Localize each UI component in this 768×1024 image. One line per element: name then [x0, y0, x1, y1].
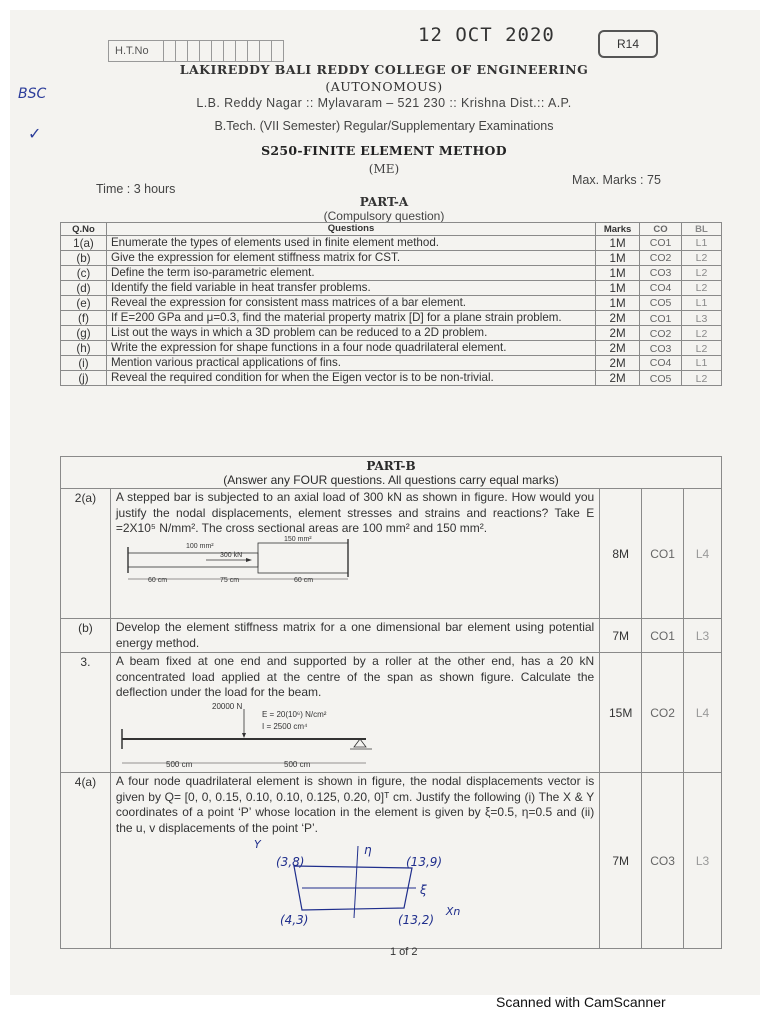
college-name: LAKIREDDY BALI REDDY COLLEGE OF ENGINEERING	[179, 62, 589, 77]
question-row	[61, 251, 722, 266]
question-text: A stepped bar is subjected to an axial load of 300 kN as shown in figure. How would you justify the nodal displacements, element stresses and strains and reactions? Take E =2X10⁵ N/mm². The cross sectional areas are 100 mm² and 150 mm².	[115, 490, 595, 535]
eta-axis	[354, 846, 358, 918]
hall-ticket-box	[108, 40, 284, 62]
regulation-badge: R14	[598, 30, 658, 58]
blooms-level: L1	[682, 236, 722, 251]
inertia-label: I = 2500 cm⁴	[261, 721, 308, 731]
question-row	[61, 653, 722, 773]
question-marks: 7M	[600, 773, 642, 949]
course-outcome: CO1	[640, 311, 682, 326]
question-text: List out the ways in which a 3D problem can be reduced to a 2D problem.	[106, 326, 595, 341]
blooms-level: L3	[684, 773, 722, 949]
question-number: (b)	[61, 619, 111, 653]
question-number: (d)	[61, 281, 107, 296]
question-text: Develop the element stiffness matrix for a one dimensional bar element using potential energy method.	[110, 619, 599, 653]
blooms-level: L4	[684, 489, 722, 619]
question-number: 1(a)	[61, 236, 107, 251]
question-text: Give the expression for element stiffness matrix for CST.	[106, 251, 595, 266]
column-header-questions: Questions	[106, 223, 595, 236]
blooms-level: L3	[684, 619, 722, 653]
part-b-title: PART-B	[366, 459, 416, 473]
course-outcome: CO5	[640, 296, 682, 311]
node-label: (13,2)	[397, 913, 434, 927]
part-a-subtitle: (Compulsory question)	[323, 209, 445, 223]
blooms-level: L2	[682, 371, 722, 386]
branch-label: (ME)	[368, 162, 400, 176]
hall-ticket-cell	[236, 40, 248, 62]
arrow-head	[242, 733, 246, 738]
subject-title: S250-FINITE ELEMENT METHOD	[261, 143, 507, 158]
question-row	[61, 326, 722, 341]
blooms-level: L4	[684, 653, 722, 773]
hall-ticket-cell	[188, 40, 200, 62]
college-address: L.B. Reddy Nagar :: Mylavaram – 521 230 :: Krishna Dist.:: A.P.	[196, 96, 572, 110]
blooms-level: L2	[682, 341, 722, 356]
span-label: 500 cm	[165, 759, 193, 769]
blooms-level: L1	[682, 296, 722, 311]
part-b-table	[60, 488, 722, 949]
blooms-level: L3	[682, 311, 722, 326]
arrow-head	[246, 558, 252, 562]
question-row	[61, 773, 722, 949]
question-text: A beam fixed at one end and supported by a roller at the other end, has a 20 kN concentrated load applied at the centre of the span as shown figure. Calculate the deflection under the load for the beam.	[115, 654, 595, 699]
question-marks: 7M	[600, 619, 642, 653]
course-outcome: CO3	[640, 266, 682, 281]
question-marks: 1M	[596, 266, 640, 281]
roller-support	[354, 739, 366, 747]
area-label: 150 mm²	[283, 535, 312, 543]
autonomous-label: (AUTONOMOUS)	[325, 79, 443, 94]
exam-title: B.Tech. (VII Semester) Regular/Supplementary Examinations	[214, 119, 554, 133]
question-marks: 15M	[600, 653, 642, 773]
eta-label: η	[363, 843, 372, 857]
area-label: 100 mm²	[185, 542, 214, 550]
course-outcome: CO5	[640, 371, 682, 386]
span-label: 500 cm	[283, 759, 311, 769]
hall-ticket-cell	[272, 40, 284, 62]
question-number: (c)	[61, 266, 107, 281]
hall-ticket-cell	[200, 40, 212, 62]
question-row	[61, 619, 722, 653]
question-text: Write the expression for shape functions in a four node quadrilateral element.	[106, 341, 595, 356]
question-number: (i)	[61, 356, 107, 371]
length-label: 75 cm	[219, 576, 239, 584]
course-outcome: CO2	[640, 326, 682, 341]
question-row	[61, 266, 722, 281]
question-cell	[110, 773, 599, 949]
modulus-label: E = 20(10⁶) N/cm²	[261, 709, 327, 719]
question-row	[61, 296, 722, 311]
question-marks: 1M	[596, 236, 640, 251]
question-number: (h)	[61, 341, 107, 356]
column-header-qno: Q.No	[61, 223, 107, 236]
question-text: Identify the field variable in heat transfer problems.	[106, 281, 595, 296]
question-cell	[110, 653, 599, 773]
hall-ticket-cell	[164, 40, 176, 62]
hall-ticket-label: H.T.No	[108, 40, 164, 62]
question-number: (b)	[61, 251, 107, 266]
xi-label: ξ	[419, 883, 427, 897]
stepped-bar-figure	[116, 537, 594, 583]
question-row	[61, 281, 722, 296]
question-text: A four node quadrilateral element is shown in figure, the nodal displacements vector is given by Q= [0, 0, 0.15, 0.10, 0.10, 0.125, 0.20, 0]ᵀ cm. Justify the following (i) The X & Y coordinates of a point ‘P’ whose location in the element is given by ξ=0.5, η=0.5 and (ii) the u, v displacements of the point ‘P’.	[115, 774, 595, 835]
bar-segment-large	[258, 543, 348, 573]
question-text: Mention various practical applications of fins.	[106, 356, 595, 371]
question-row	[61, 356, 722, 371]
question-row	[61, 371, 722, 386]
question-text: Define the term iso-parametric element.	[106, 266, 595, 281]
question-marks: 2M	[596, 326, 640, 341]
node-label: (13,9)	[405, 855, 442, 869]
x-axis-label: Xn	[445, 905, 461, 918]
question-marks: 1M	[596, 251, 640, 266]
blooms-level: L2	[682, 266, 722, 281]
length-label: 60 cm	[147, 576, 167, 584]
blooms-level: L1	[682, 356, 722, 371]
question-row	[61, 489, 722, 619]
column-header-bl: BL	[682, 223, 722, 236]
course-outcome: CO3	[640, 341, 682, 356]
question-number: 2(a)	[61, 489, 111, 619]
node-label: (4,3)	[279, 913, 309, 927]
exam-date-stamp: 12 OCT 2020	[418, 24, 555, 46]
beam-figure	[116, 701, 594, 769]
question-marks: 8M	[600, 489, 642, 619]
column-header-marks: Marks	[596, 223, 640, 236]
question-text: Enumerate the types of elements used in finite element method.	[106, 236, 595, 251]
hall-ticket-cell	[224, 40, 236, 62]
handwritten-margin-note: BSC	[18, 86, 47, 102]
course-outcome: CO3	[642, 773, 684, 949]
part-a-header-row	[61, 223, 722, 236]
max-marks: Max. Marks : 75	[572, 173, 661, 187]
course-outcome: CO4	[640, 281, 682, 296]
question-cell	[110, 489, 599, 619]
question-number: (j)	[61, 371, 107, 386]
blooms-level: L2	[682, 326, 722, 341]
question-row	[61, 311, 722, 326]
handwritten-tick-mark: ✓	[28, 124, 42, 143]
blooms-level: L2	[682, 281, 722, 296]
question-number: (e)	[61, 296, 107, 311]
page-number: 1 of 2	[390, 946, 418, 958]
question-number: (f)	[61, 311, 107, 326]
course-outcome: CO1	[642, 619, 684, 653]
question-row	[61, 341, 722, 356]
hall-ticket-cell	[260, 40, 272, 62]
course-outcome: CO1	[640, 236, 682, 251]
question-marks: 2M	[596, 371, 640, 386]
question-number: (g)	[61, 326, 107, 341]
question-number: 3.	[61, 653, 111, 773]
course-outcome: CO2	[642, 653, 684, 773]
hall-ticket-cell	[248, 40, 260, 62]
load-label: 300 kN	[219, 551, 243, 559]
part-a-title: PART-A	[359, 195, 409, 209]
load-label: 20000 N	[211, 701, 243, 711]
question-marks: 2M	[596, 356, 640, 371]
question-text: Reveal the required condition for when the Eigen vector is to be non-trivial.	[106, 371, 595, 386]
question-marks: 1M	[596, 296, 640, 311]
course-outcome: CO1	[642, 489, 684, 619]
question-row	[61, 236, 722, 251]
course-outcome: CO4	[640, 356, 682, 371]
question-marks: 2M	[596, 341, 640, 356]
length-label: 60 cm	[293, 576, 313, 584]
part-a-table	[60, 222, 722, 386]
scanner-watermark: Scanned with CamScanner	[496, 994, 666, 1010]
question-marks: 2M	[596, 311, 640, 326]
question-number: 4(a)	[61, 773, 111, 949]
blooms-level: L2	[682, 251, 722, 266]
part-b-instructions: (Answer any FOUR questions. All questions carry equal marks)	[223, 473, 559, 487]
question-marks: 1M	[596, 281, 640, 296]
question-text: Reveal the expression for consistent mass matrices of a bar element.	[106, 296, 595, 311]
hall-ticket-cell	[176, 40, 188, 62]
hall-ticket-cell	[212, 40, 224, 62]
course-outcome: CO2	[640, 251, 682, 266]
node-label: (3,8)	[275, 855, 305, 869]
part-b-header	[60, 456, 722, 490]
exam-duration: Time : 3 hours	[96, 182, 176, 196]
column-header-co: CO	[640, 223, 682, 236]
y-axis-label: Y	[253, 838, 261, 851]
question-text: If E=200 GPa and μ=0.3, find the material property matrix [D] for a plane strain problem.	[106, 311, 595, 326]
quadrilateral-figure	[116, 836, 594, 932]
